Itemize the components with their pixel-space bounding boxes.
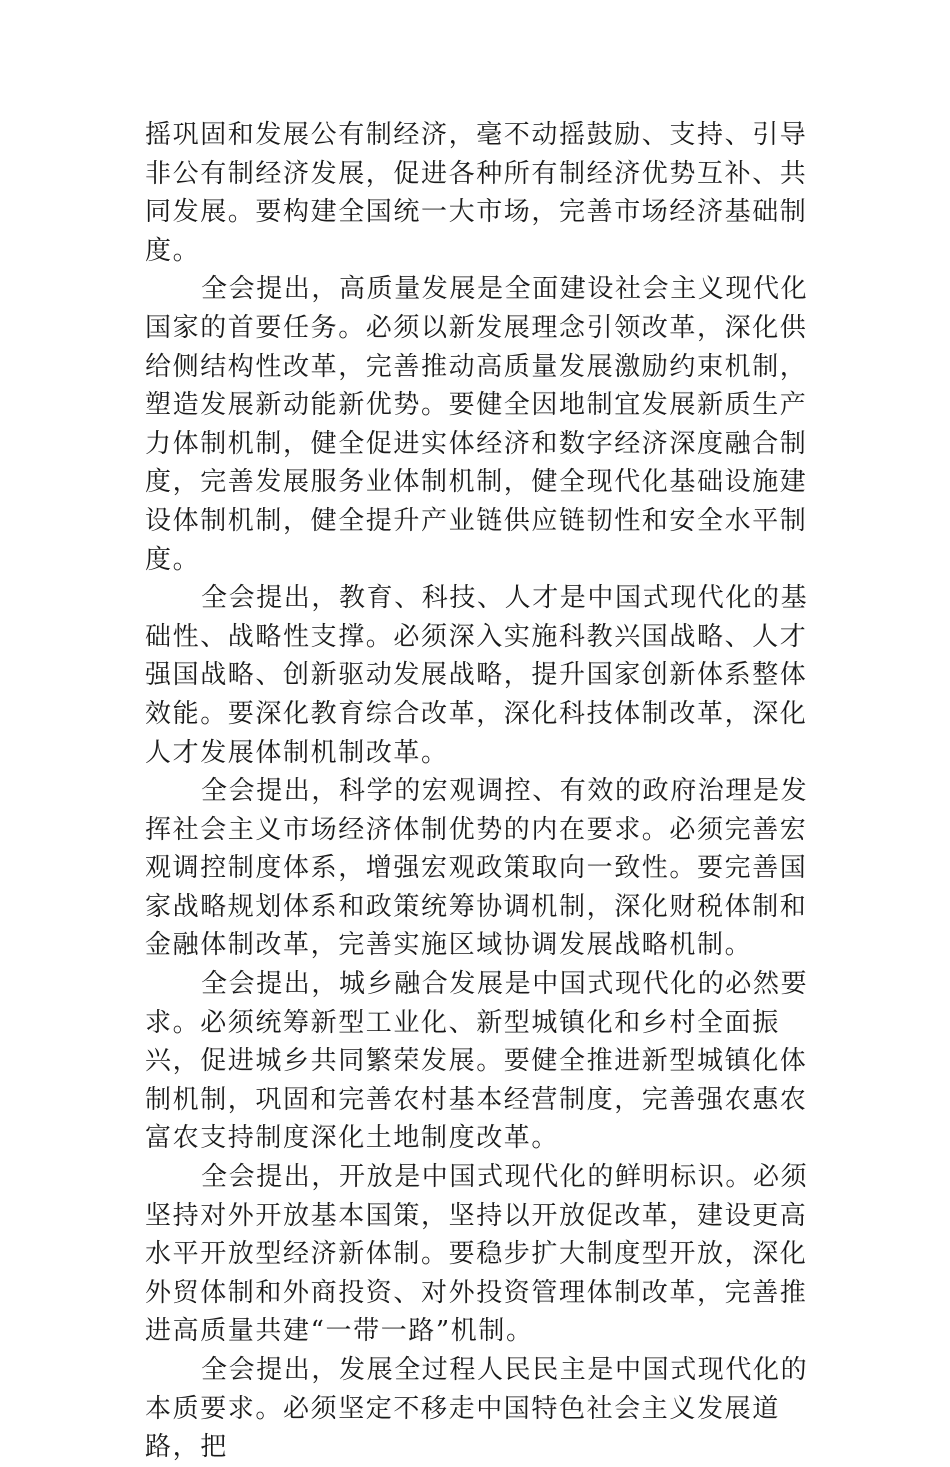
paragraph: 全会提出，城乡融合发展是中国式现代化的必然要求。必须统筹新型工业化、新型城镇化和乡村全面振兴，促进城乡共同繁荣发展。要健全推进新型城镇化体制机制，巩固和完善农村基本经营制度，完善强农惠农富农支持制度深化土地制度改革。 bbox=[145, 969, 809, 1154]
paragraph: 全会提出，教育、科技、人才是中国式现代化的基础性、战略性支撑。必须深入实施科教兴国战略、人才强国战略、创新驱动发展战略，提升国家创新体系整体效能。要深化教育综合改革，深化科技体制改革，深化人才发展体制机制改革。 bbox=[145, 583, 809, 768]
paragraph: 全会提出，发展全过程人民民主是中国式现代化的本质要求。必须坚定不移走中国特色社会主义发展道路，把 bbox=[145, 1355, 809, 1463]
paragraph: 摇巩固和发展公有制经济，毫不动摇鼓励、支持、引导非公有制经济发展，促进各种所有制经济优势互补、共同发展。要构建全国统一大市场，完善市场经济基础制度。 bbox=[145, 120, 808, 266]
paragraph: 全会提出，科学的宏观调控、有效的政府治理是发挥社会主义市场经济体制优势的内在要求。必须完善宏观调控制度体系，增强宏观政策取向一致性。要完善国家战略规划体系和政策统筹协调机制，深化财税体制和金融体制改革，完善实施区域协调发展战略机制。 bbox=[145, 776, 809, 961]
document-body bbox=[145, 116, 825, 1467]
paragraph: 全会提出，开放是中国式现代化的鲜明标识。必须坚持对外开放基本国策，坚持以开放促改革，建设更高水平开放型经济新体制。要稳步扩大制度型开放，深化外贸体制和外商投资、对外投资管理体制改革，完善推进高质量共建“一带一路”机制。 bbox=[145, 1162, 809, 1347]
paragraph: 全会提出，高质量发展是全面建设社会主义现代化国家的首要任务。必须以新发展理念引领改革，深化供给侧结构性改革，完善推动高质量发展激励约束机制，塑造发展新动能新优势。要健全因地制宜发展新质生产力体制机制，健全促进实体经济和数字经济深度融合制度，完善发展服务业体制机制，健全现代化基础设施建设体制机制，健全提升产业链供应链韧性和安全水平制度。 bbox=[145, 274, 809, 575]
